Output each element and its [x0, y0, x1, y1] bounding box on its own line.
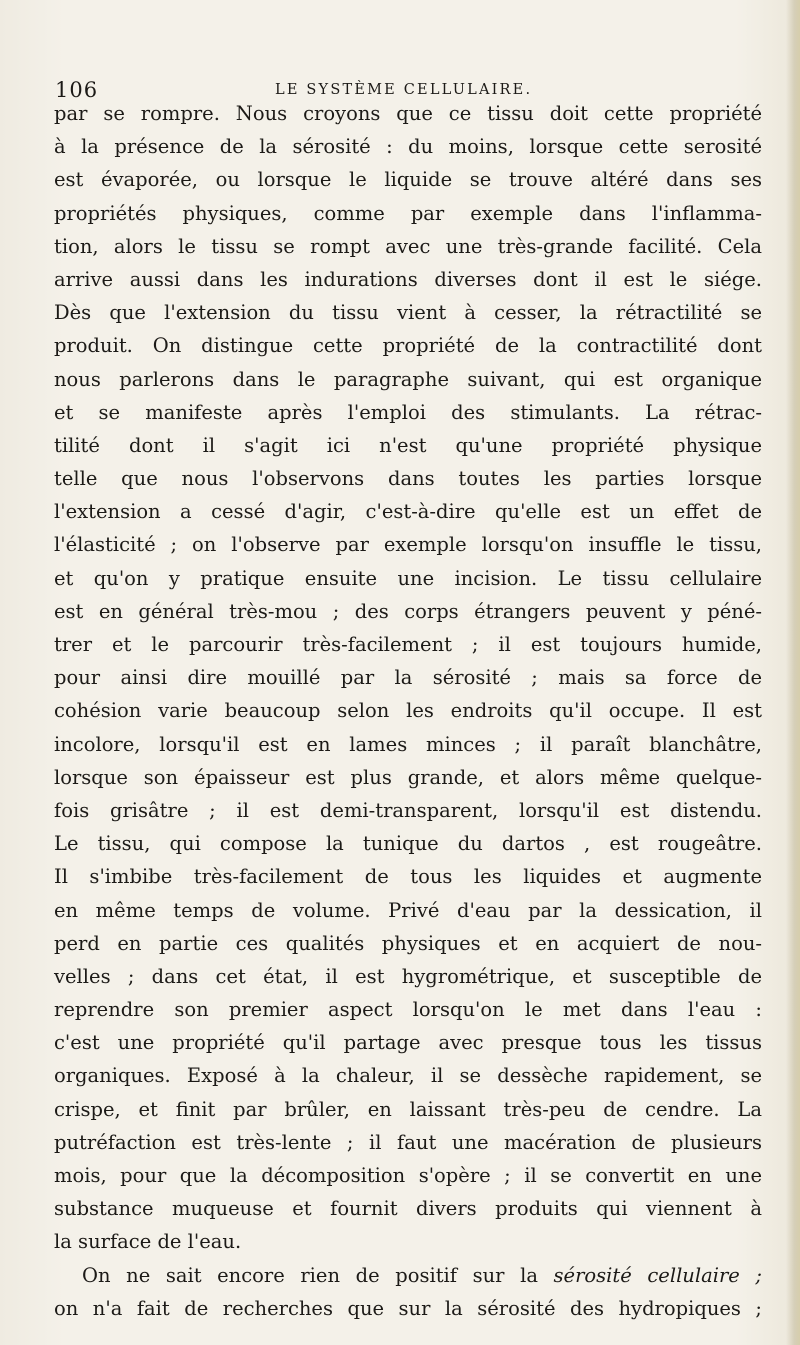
- text-line: est en général très-mou ; des corps étrangers peuvent y péné-: [54, 599, 762, 623]
- text-line: cohésion varie beaucoup selon les endroits qu'il occupe. Il est: [54, 699, 762, 723]
- text-line: tilité dont il s'agit ici n'est qu'une propriété physique: [54, 433, 762, 457]
- text-line: c'est une propriété qu'il partage avec presque tous les tissus: [54, 1031, 762, 1055]
- text-line: Dès que l'extension du tissu vient à cesser, la rétractilité se: [54, 301, 762, 325]
- text-line: propriétés physiques, comme par exemple dans l'inflamma-: [54, 201, 762, 225]
- text-line: l'extension a cessé d'agir, c'est-à-dire qu'elle est un effet de: [54, 500, 762, 524]
- text-line: Le tissu, qui compose la tunique du dartos , est rougeâtre.: [54, 832, 762, 856]
- paragraph-first-line: [54, 1259, 762, 1292]
- text-line: velles ; dans cet état, il est hygrométrique, et susceptible de: [54, 964, 762, 988]
- text-line: en même temps de volume. Privé d'eau par la dessication, il: [54, 898, 762, 922]
- page-number: 106: [55, 78, 99, 102]
- text-line: est évaporée, ou lorsque le liquide se trouve altéré dans ses: [54, 168, 762, 192]
- text-line: organiques. Exposé à la chaleur, il se dessèche rapidement, se: [54, 1064, 762, 1088]
- text-line: fois grisâtre ; il est demi-transparent, lorsqu'il est distendu.: [54, 798, 762, 822]
- text-line: et se manifeste après l'emploi des stimulants. La rétrac-: [54, 400, 762, 424]
- text-line: mois, pour que la décomposition s'opère ; il se convertit en une: [54, 1164, 762, 1187]
- text-line: reprendre son premier aspect lorsqu'on le met dans l'eau :: [54, 998, 762, 1022]
- text-line: incolore, lorsqu'il est en lames minces ; il paraît blanchâtre,: [54, 732, 762, 756]
- text-line: arrive aussi dans les indurations diverses dont il est le siége.: [54, 267, 762, 291]
- text-line: telle que nous l'observons dans toutes les parties lorsque: [54, 467, 762, 491]
- text-line: la surface de l'eau.: [54, 1230, 242, 1254]
- text-line: pour ainsi dire mouillé par la sérosité ; mais sa force de: [54, 666, 762, 690]
- text-line: tion, alors le tissu se rompt avec une très-grande facilité. Cela: [54, 234, 762, 258]
- text-line: produit. On distingue cette propriété de la contractilité dont: [54, 334, 762, 358]
- text-line: à la présence de la sérosité : du moins, lorsque cette serosité: [54, 135, 762, 159]
- text-line: Il s'imbibe très-facilement de tous les liquides et augmente: [54, 865, 762, 889]
- text-run: On ne sait encore rien de positif sur la: [82, 1263, 554, 1287]
- text-line: nous parlerons dans le paragraphe suivant, qui est organique: [54, 367, 762, 391]
- text-line: par se rompre. Nous croyons que ce tissu doit cette propriété: [54, 102, 762, 125]
- body-text: [54, 97, 762, 1325]
- text-line: et qu'on y pratique ensuite une incision. Le tissu cellulaire: [54, 566, 762, 590]
- text-line: perd en partie ces qualités physiques et en acquiert de nou-: [54, 931, 762, 955]
- running-head: LE SYSTÈME CELLULAIRE.: [275, 82, 533, 98]
- text-line: crispe, et finit par brûler, en laissant très-peu de cendre. La: [54, 1097, 762, 1121]
- page-edge-shadow: [786, 0, 800, 1345]
- text-line: l'élasticité ; on l'observe par exemple lorsqu'on insuffle le tissu,: [54, 533, 762, 557]
- text-line: substance muqueuse et fournit divers produits qui viennent à: [54, 1197, 762, 1221]
- text-line: on n'a fait de recherches que sur la sérosité des hydropiques ;: [54, 1296, 762, 1320]
- text-line: putréfaction est très-lente ; il faut une macération de plusieurs: [54, 1130, 762, 1154]
- text-line: trer et le parcourir très-facilement ; il est toujours humide,: [54, 633, 762, 656]
- italic-term: sérosité cellulaire ;: [553, 1263, 762, 1287]
- text-line: lorsque son épaisseur est plus grande, et alors même quelque-: [54, 765, 762, 789]
